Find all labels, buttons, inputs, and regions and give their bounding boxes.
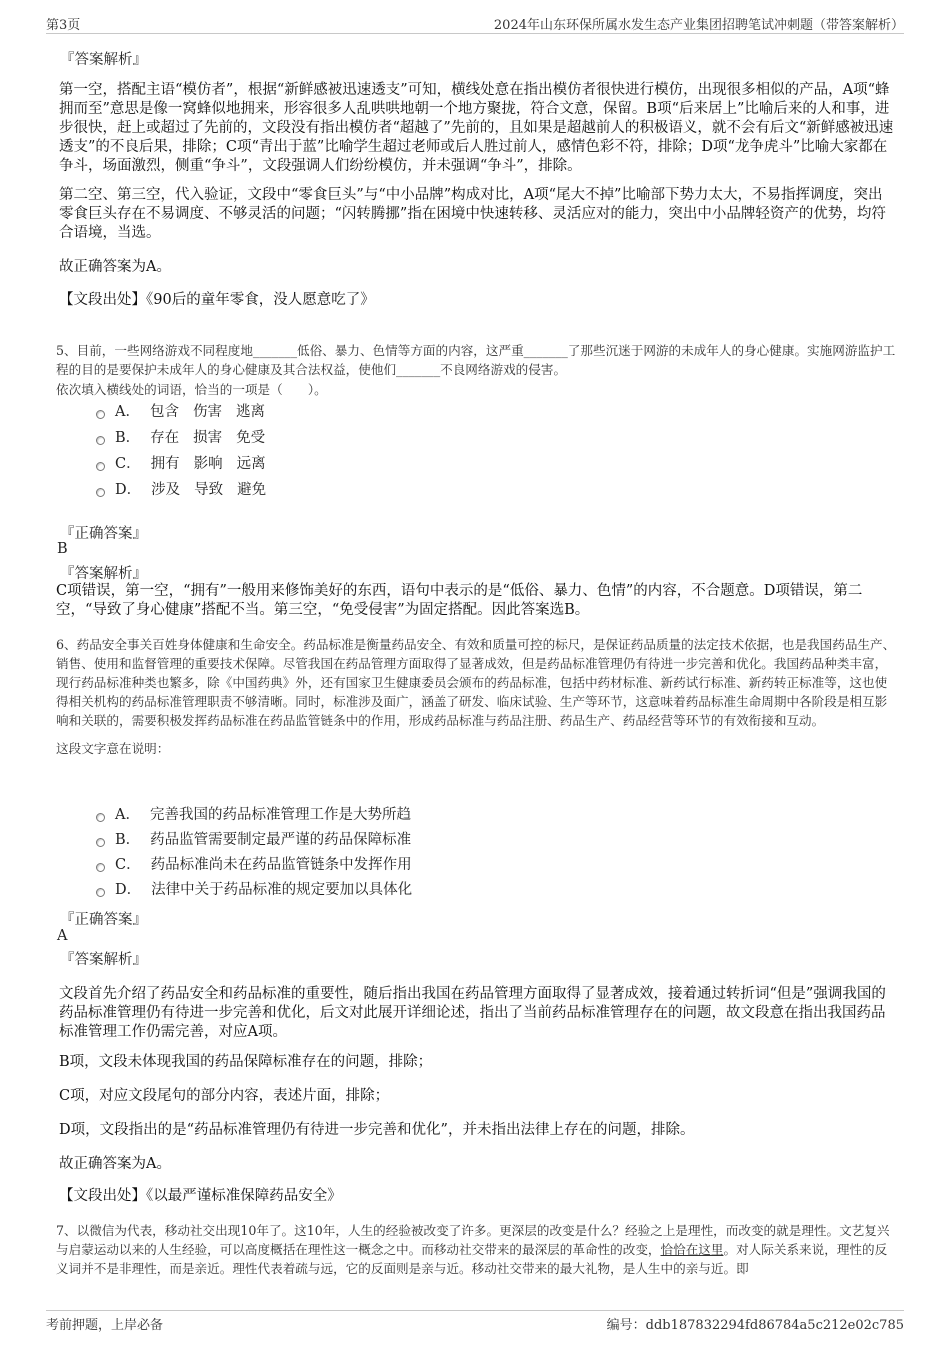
radio-icon[interactable] (96, 462, 105, 471)
q6-option-b[interactable]: B． 药品监管需要制定最严谨的药品保障标准 (96, 830, 411, 850)
footer-slogan: 考前押题，上岸必备 (46, 1318, 164, 1333)
q6-option-b-note: B项，文段未体现我国的药品保障标准存在的问题，排除； (59, 1054, 433, 1070)
q5-option-a[interactable]: A． 包含 伤害 逃离 (96, 402, 279, 422)
q5-answer-heading: 『正确答案』 (60, 526, 147, 542)
prev-analysis-para-2: 第二空、第三空，代入验证，文段中“零食巨头”与“中小品牌”构成对比，A项“尾大不掉”比喻部下势力太大，不易指挥调度，突出零食巨头存在不易调度、不够灵活的问题；“闪转腾挪”指在困境中快速转移、灵活应对的能力，突出中小品牌轻资产的优势，均符合语境，当选。 (59, 187, 886, 241)
prev-source: 【文段出处】《90后的童年零食，没人愿意吃了》 (59, 292, 375, 308)
footer-serial-number: 编号：ddb187832294fd86784a5c212e02c785 (606, 1318, 904, 1333)
radio-icon[interactable] (96, 888, 105, 897)
q5-analysis: C项错误，第一空，“拥有”一般用来修饰美好的东西，语句中表示的是“低俗、暴力、色情”的内容，不合题意。D项错误，第二空，“导致了身心健康”搭配不当。第三空，“免受侵害”为固定搭配。因此答案选B。 (56, 583, 863, 618)
radio-icon[interactable] (96, 863, 105, 872)
page-number: 第3页 (46, 18, 81, 33)
q5-option-c[interactable]: C． 拥有 影响 远离 (96, 454, 280, 474)
q7-blank: 恰恰在这里 (660, 1242, 724, 1257)
prev-analysis-para-1: 第一空，搭配主语“模仿者”，根据“新鲜感被迅速透支”可知，横线处意在指出模仿者很快进行模仿，出现很多相似的产品，A项“蜂拥而至”意思是像一窝蜂似地拥来，形容很多人乱哄哄地朝一个地方聚拢，符合文意，保留。B项“后来居上”比喻后来的人和事，进步很快，赶上或超过了先前的，文段没有指出模仿者“超越了”先前的，且如果是超越前人的积极语义，就不会有后文“新鲜感被迅速透支”的不良后果，排除；C项“青出于蓝”比喻学生超过老师或后人胜过前人，感情色彩不符，排除；D项“龙争虎斗”比喻大家都在争斗，场面激烈，侧重“争斗”，文段强调人们纷纷模仿，并未强调“争斗”，排除。 (59, 82, 894, 174)
q6-prompt: 这段文字意在说明： (56, 741, 170, 756)
prev-conclusion: 故正确答案为A。 (59, 259, 171, 275)
header-divider (46, 33, 904, 34)
radio-icon[interactable] (96, 813, 105, 822)
radio-icon[interactable] (96, 838, 105, 847)
q7-stem: 7、以微信为代表，移动社交出现10年了。这10年，人生的经验被改变了许多。更深层的改变是什么？经验之上是理性，而改变的就是理性。文艺复兴与启蒙运动以来的人生经验，可以高度概括在理性这一概念之中。而移动社交带来的最深层的革命性的改变，恰恰在这里。对人际关系来说，理性的反义词并不是非理性，而是亲近。理性代表着疏与远，它的反面则是亲与近。移动社交带来的最大礼物，是人生中的亲与近。即 (56, 1223, 890, 1276)
radio-icon[interactable] (96, 410, 105, 419)
radio-icon[interactable] (96, 488, 105, 497)
q6-option-a[interactable]: A． 完善我国的药品标准管理工作是大势所趋 (96, 805, 411, 825)
q6-analysis-heading: 『答案解析』 (60, 952, 147, 968)
q5-answer: B (57, 541, 68, 557)
q5-prompt: 依次填入横线处的词语，恰当的一项是（ ）。 (56, 382, 327, 397)
q5-option-d[interactable]: D． 涉及 导致 避免 (96, 480, 280, 500)
q6-conclusion: 故正确答案为A。 (59, 1156, 171, 1172)
document-title: 2024年山东环保所属水发生态产业集团招聘笔试冲刺题（带答案解析） (493, 18, 904, 33)
q5-analysis-heading: 『答案解析』 (60, 566, 147, 582)
q6-answer-heading: 『正确答案』 (60, 912, 147, 928)
q6-answer: A (57, 928, 68, 944)
q5-option-b[interactable]: B． 存在 损害 免受 (96, 428, 279, 448)
q6-stem: 6、药品安全事关百姓身体健康和生命安全。药品标准是衡量药品安全、有效和质量可控的标尺，是保证药品质量的法定技术依据，也是我国药品生产、销售、使用和监督管理的重要技术保障。尽管我国在药品管理方面取得了显著成效，但是药品标准管理仍有待进一步完善和优化。我国药品种类丰富，现行药品标准种类也繁多，除《中国药典》外，还有国家卫生健康委员会颁布的药品标准，包括中药材标准、新药试行标准、新药转正标准等，这也使得相关机构的药品标准管理职责不够清晰。同时，标准涉及面广，涵盖了研发、临床试验、生产等环节，这意味着药品标准生命周期中各阶段是相互影响和关联的，需要积极发挥药品标准在药品监管链条中的作用，形成药品标准与药品注册、药品生产、药品经营等环节的有效衔接和互动。 (56, 637, 896, 728)
q6-option-c[interactable]: C． 药品标准尚未在药品监管链条中发挥作用 (96, 855, 412, 875)
q6-option-c-note: C项，对应文段尾句的部分内容，表述片面，排除； (59, 1088, 390, 1104)
q6-option-d[interactable]: D． 法律中关于药品标准的规定要加以具体化 (96, 880, 412, 900)
footer-divider (46, 1310, 904, 1311)
q6-option-d-note: D项，文段指出的是“药品标准管理仍有待进一步完善和优化”，并未指出法律上存在的问题，排除。 (59, 1122, 695, 1138)
q6-analysis: 文段首先介绍了药品安全和药品标准的重要性，随后指出我国在药品管理方面取得了显著成效，接着通过转折词“但是”强调我国的药品标准管理仍有待进一步完善和优化，后文对此展开详细论述，指出了当前药品标准管理存在的问题，故文段意在指出我国药品标准管理工作仍需完善，对应A项。 (59, 986, 886, 1040)
radio-icon[interactable] (96, 436, 105, 445)
q6-source: 【文段出处】《以最严谨标准保障药品安全》 (59, 1188, 342, 1204)
q5-stem: 5、目前，一些网络游戏不同程度地_______低俗、暴力、色情等方面的内容，这严重_______了那些沉迷于网游的未成年人的身心健康。实施网游监护工程的目的是要保护未成年人的身心健康及其合法权益，使他们_______不良网络游戏的侵害。 (56, 343, 896, 377)
prev-analysis-heading: 『答案解析』 (60, 52, 147, 68)
